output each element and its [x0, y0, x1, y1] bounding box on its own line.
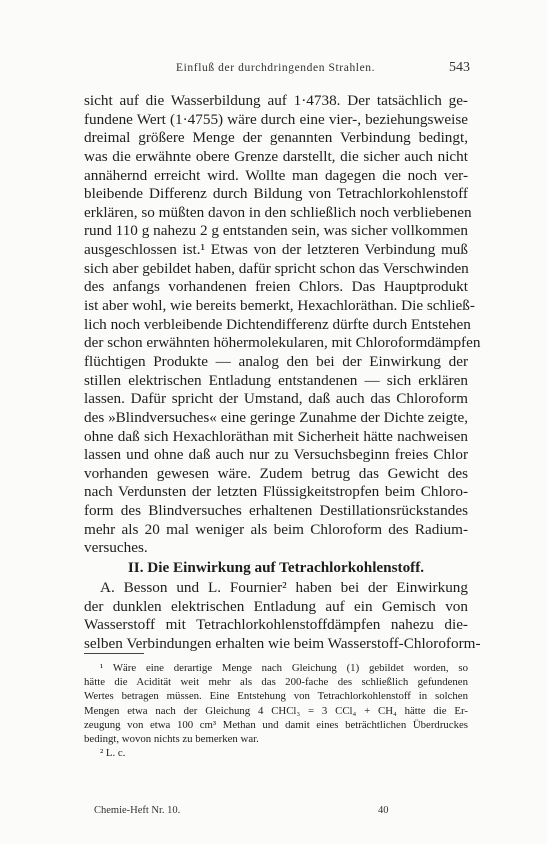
text-line: des anfangs vorhandenen freien Chlors. Das Hauptprodukt [84, 278, 468, 296]
footnote-line: ¹ Wäre eine derartige Menge nach Gleichung (1) gebildet worden, so [100, 662, 468, 674]
sheet-number: 40 [378, 805, 389, 816]
text-line: ist aber wohl, wie bereits bemerkt, Hexachloräthan. Die schließ- [84, 297, 475, 315]
text-line: annähernd erreicht wird. Wollte man dagegen die noch ver- [84, 166, 468, 184]
text-line: dreimal größere Menge der genannten Verbindung bedingt, [84, 129, 468, 147]
text-line: flüchtigen Produkte — analog den bei der Einwirkung der [84, 352, 468, 370]
text-line: Wasserstoff mit Tetrachlorkohlenstoffdämpfen nahezu die- [84, 616, 468, 634]
page-footer [0, 805, 547, 819]
footnote-line: ² L. c. [100, 747, 126, 760]
footnote-line: bedingt, wovon nichts zu bemerken war. [84, 732, 259, 745]
text-line: sicht auf die Wasserbildung auf 1·4738. Der tatsächlich ge- [84, 92, 468, 109]
text-line: selben Verbindungen erhalten wie beim Wasserstoff-Chloroform- [84, 634, 481, 652]
text-line: ohne daß sich Hexachloräthan mit Sicherheit hätte nachweisen [84, 427, 468, 445]
text-line: sich aber gebildet haben, dafür spricht schon das Verschwinden [84, 259, 469, 277]
footnote-line: Mengen etwa nach der Gleichung 4 CHCl₃ = 3 CCl₄ + CH₄ hätte die Er- [84, 704, 468, 717]
text-line: versuches. [84, 539, 148, 557]
text-line: lich noch verbleibende Dichtendifferenz dürfte durch Entstehen [84, 315, 471, 333]
section-heading: II. Die Einwirkung auf Tetrachlorkohlenstoff. [127, 559, 425, 576]
text-line: der dunklen elektrischen Entladung auf ein Gemisch von [84, 597, 468, 615]
text-line: form des Blindversuches erhaltenen Destillationsrückstandes [84, 502, 468, 520]
running-title: Einfluß der durchdringenden Strahlen. [176, 62, 376, 74]
text-line: des »Blindversuches« eine geringe Zunahme der Dichte zeigte, [84, 408, 468, 426]
text-line: lassen und ohne daß auch nur zu Versuchsbeginn freies Chlor [84, 446, 468, 464]
text-line: vorhanden gewesen wäre. Zudem betrug das Gewicht des [84, 464, 468, 482]
footnote-line: zeugung von etwa 100 cm³ Methan und damit eines beträchtlichen Überdruckes [84, 718, 468, 731]
body-text [84, 92, 481, 558]
text-line: der schon erwähnten höhermolekularen, mit Chloroformdämpfen [84, 334, 481, 352]
text-line: nach Verdunsten der letzten Flüssigkeitstropfen beim Chloro- [84, 483, 468, 501]
footnote-divider [84, 653, 144, 654]
text-line: ausgeschlossen ist.¹ Etwas von der letzteren Verbindung muß [84, 241, 468, 259]
footnote-line: hätte die Acidität weit mehr als das 200-fache des schließlich gefundenen [84, 676, 468, 689]
text-line: A. Besson und L. Fournier² haben bei der Einwirkung [100, 579, 468, 596]
footnotes [84, 661, 468, 760]
text-line: stillen elektrischen Entladung entstandenen — sich erklären [84, 371, 468, 389]
footnote-line: Wertes betragen müssen. Eine Entstehung von Tetrachlorkohlenstoff in solchen [84, 690, 468, 703]
page-number: 543 [449, 60, 470, 75]
text-line: was die erwähnte obere Grenze darstellt, die sicher auch nicht [84, 147, 468, 165]
section-text [84, 579, 481, 654]
text-line: erklären, so müßten davon in den schließlich noch verbliebenen [84, 203, 472, 221]
page-header [0, 62, 547, 80]
text-line: mehr als 20 mal weniger als beim Chloroform des Radium- [84, 520, 468, 538]
text-line: rund 110 g nahezu 2 g entstanden sein, was sicher vollkommen [84, 222, 468, 240]
signature-mark: Chemie-Heft Nr. 10. [94, 805, 181, 816]
text-line: fundene Wert (1·4755) wäre durch eine vier-, beziehungsweise [84, 110, 468, 128]
text-line: bleibende Differenz durch Bildung von Tetrachlorkohlenstoff [84, 185, 468, 203]
text-line: lassen. Dafür spricht der Umstand, daß auch das Chloroform [84, 390, 468, 408]
